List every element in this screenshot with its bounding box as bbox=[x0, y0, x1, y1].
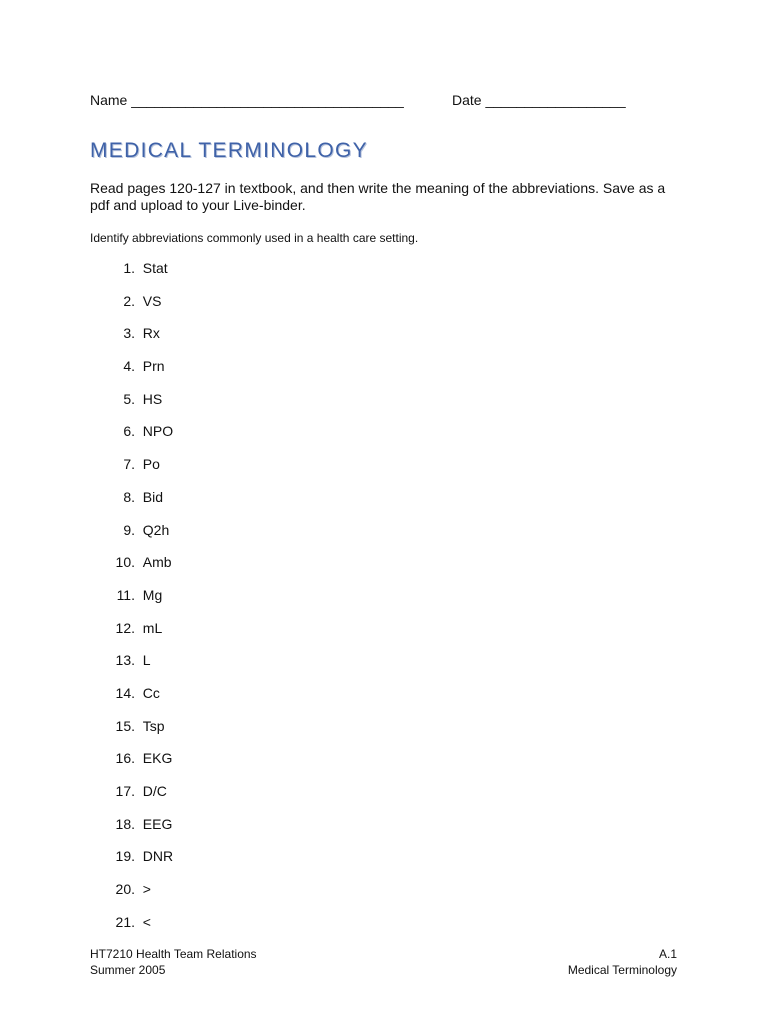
page-title: MEDICAL TERMINOLOGY bbox=[90, 139, 368, 162]
instructions-text: Read pages 120-127 in textbook, and then write the meaning of the abbreviations. Save as a pdf and upload to your Live-binder. bbox=[90, 180, 666, 213]
list-item-number: 16. bbox=[115, 750, 135, 767]
list-item bbox=[90, 749, 173, 782]
list-item-abbreviation: Prn bbox=[142, 358, 165, 375]
list-item bbox=[90, 422, 173, 455]
subinstruction-text: Identify abbreviations commonly used in a health care setting. bbox=[90, 231, 419, 245]
list-item-number: 15. bbox=[115, 717, 135, 734]
list-item-number: 5. bbox=[123, 390, 135, 407]
date-field: Date __________________ bbox=[452, 92, 626, 108]
list-item bbox=[90, 684, 173, 717]
list-item-abbreviation: HS bbox=[142, 390, 163, 407]
abbreviation-list bbox=[90, 259, 173, 945]
list-item bbox=[90, 390, 173, 423]
list-item-number: 3. bbox=[123, 325, 135, 342]
list-item-abbreviation: Mg bbox=[142, 586, 163, 603]
footer-page-id: A.1 bbox=[658, 947, 677, 961]
list-item bbox=[90, 357, 173, 390]
list-item-abbreviation: D/C bbox=[142, 783, 167, 799]
name-field: Name ___________________________________ bbox=[90, 92, 404, 108]
list-item-abbreviation: EKG bbox=[142, 750, 173, 767]
list-item-number: 10. bbox=[115, 554, 135, 571]
list-item-abbreviation: L bbox=[142, 652, 151, 669]
list-item bbox=[90, 455, 173, 488]
list-item bbox=[90, 815, 173, 848]
list-item-abbreviation: Rx bbox=[142, 325, 160, 342]
list-item-number: 18. bbox=[115, 815, 135, 832]
list-item-abbreviation: Po bbox=[142, 456, 160, 473]
list-item bbox=[90, 488, 173, 521]
list-item-abbreviation: NPO bbox=[142, 423, 174, 440]
list-item-number: 19. bbox=[115, 848, 135, 865]
list-item-abbreviation: Amb bbox=[142, 554, 172, 571]
list-item-number: 21. bbox=[115, 913, 135, 930]
list-item-abbreviation: EEG bbox=[142, 815, 173, 832]
list-item bbox=[90, 782, 173, 815]
list-item-abbreviation: > bbox=[142, 881, 151, 898]
header-fields bbox=[90, 92, 690, 112]
footer-left bbox=[90, 946, 257, 978]
list-item-abbreviation: Bid bbox=[142, 488, 164, 505]
list-item-number: 7. bbox=[123, 456, 135, 473]
list-item-number: 2. bbox=[123, 292, 135, 309]
list-item-number: 14. bbox=[115, 684, 135, 701]
list-item-number: 11. bbox=[116, 586, 135, 603]
list-item-abbreviation: mL bbox=[142, 619, 163, 636]
list-item-number: 13. bbox=[115, 652, 135, 669]
list-item-number: 6. bbox=[123, 423, 135, 440]
list-item bbox=[90, 521, 173, 554]
list-item-number: 17. bbox=[115, 783, 135, 799]
list-item-abbreviation: Stat bbox=[142, 260, 168, 276]
list-item-abbreviation: Q2h bbox=[142, 521, 170, 538]
list-item bbox=[90, 913, 173, 946]
footer-doc-title: Medical Terminology bbox=[567, 963, 677, 977]
list-item bbox=[90, 717, 173, 750]
list-item-number: 9. bbox=[123, 521, 135, 538]
list-item-number: 12. bbox=[115, 619, 135, 636]
list-item-abbreviation: DNR bbox=[142, 848, 174, 865]
footer-term: Summer 2005 bbox=[90, 963, 166, 977]
list-item bbox=[90, 324, 173, 357]
list-item bbox=[90, 880, 173, 913]
list-item bbox=[90, 259, 173, 292]
list-item bbox=[90, 847, 173, 880]
footer-right bbox=[568, 946, 677, 978]
list-item bbox=[90, 619, 173, 652]
list-item bbox=[90, 292, 173, 325]
list-item bbox=[90, 553, 173, 586]
list-item-number: 4. bbox=[123, 358, 135, 375]
list-item-number: 8. bbox=[123, 488, 135, 505]
list-item-abbreviation: VS bbox=[142, 292, 162, 309]
list-item-abbreviation: Tsp bbox=[142, 717, 165, 734]
list-item-abbreviation: Cc bbox=[142, 684, 160, 701]
list-item bbox=[90, 651, 173, 684]
list-item-abbreviation: < bbox=[142, 913, 151, 930]
list-item-number: 20. bbox=[115, 881, 135, 898]
footer-course: HT7210 Health Team Relations bbox=[90, 947, 257, 961]
list-item-number: 1. bbox=[123, 260, 135, 276]
list-item bbox=[90, 586, 173, 619]
